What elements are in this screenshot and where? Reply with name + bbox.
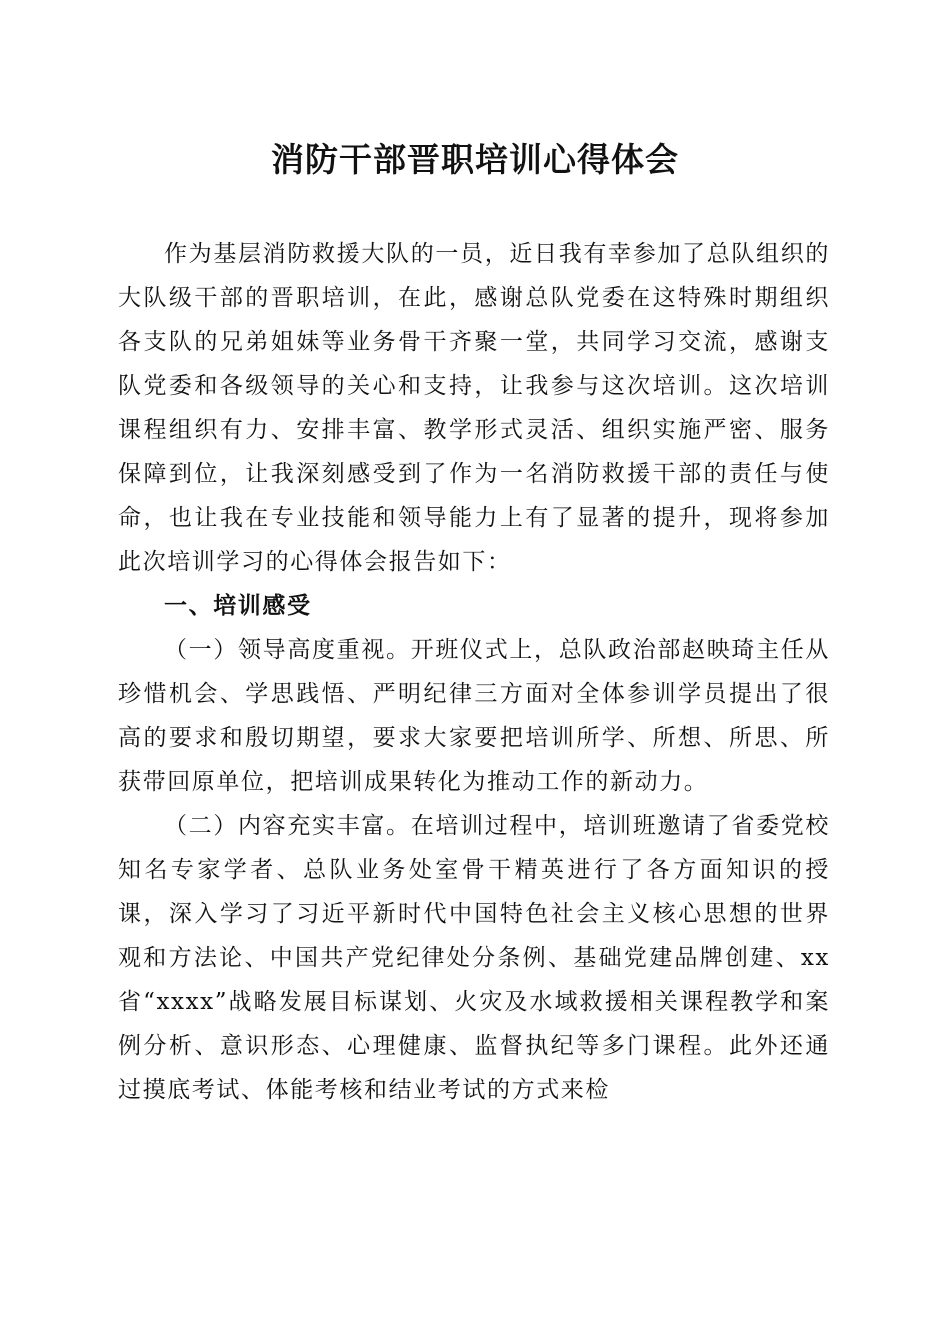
item-2-text: 在培训过程中，培训班邀请了省委党校知名专家学者、总队业务处室骨干精英进行了各方面知识的授课，深入学习了习近平新时代中国特色社会主义核心思想的世界观和方法论、中国共产党纪律处分条例、基础党建品牌创建、xx省“xxxx”战略发展目标谋划、火灾及水域救援相关课程教学和案例分析、意识形态、心理健康、监督执纪等多门课程。此外还通过摸底考试、体能考核和结业考试的方式来检: [118, 813, 831, 1103]
item-1-lead: （一）领导高度重视。: [164, 637, 411, 663]
document-body: [118, 232, 830, 1112]
item-1-paragraph: [118, 628, 830, 804]
document-title: 消防干部晋职培训心得体会: [271, 140, 679, 179]
item-2-lead: （二）内容充实丰富。: [164, 813, 411, 839]
section-heading-training-impressions: 一、培训感受: [164, 592, 312, 619]
item-2-paragraph: [118, 804, 830, 1112]
item-1-text: 开班仪式上，总队政治部赵映琦主任从珍惜机会、学思践悟、严明纪律三方面对全体参训学员提出了很高的要求和殷切期望，要求大家要把培训所学、所想、所思、所获带回原单位，把培训成果转化为推动工作的新动力。: [118, 637, 831, 795]
intro-paragraph: 作为基层消防救援大队的一员，近日我有幸参加了总队组织的大队级干部的晋职培训，在此，感谢总队党委在这特殊时期组织各支队的兄弟姐妹等业务骨干齐聚一堂，共同学习交流，感谢支队党委和各级领导的关心和支持，让我参与这次培训。这次培训课程组织有力、安排丰富、教学形式灵活、组织实施严密、服务保障到位，让我深刻感受到了作为一名消防救援干部的责任与使命，也让我在专业技能和领导能力上有了显著的提升，现将参加此次培训学习的心得体会报告如下：: [118, 241, 830, 575]
